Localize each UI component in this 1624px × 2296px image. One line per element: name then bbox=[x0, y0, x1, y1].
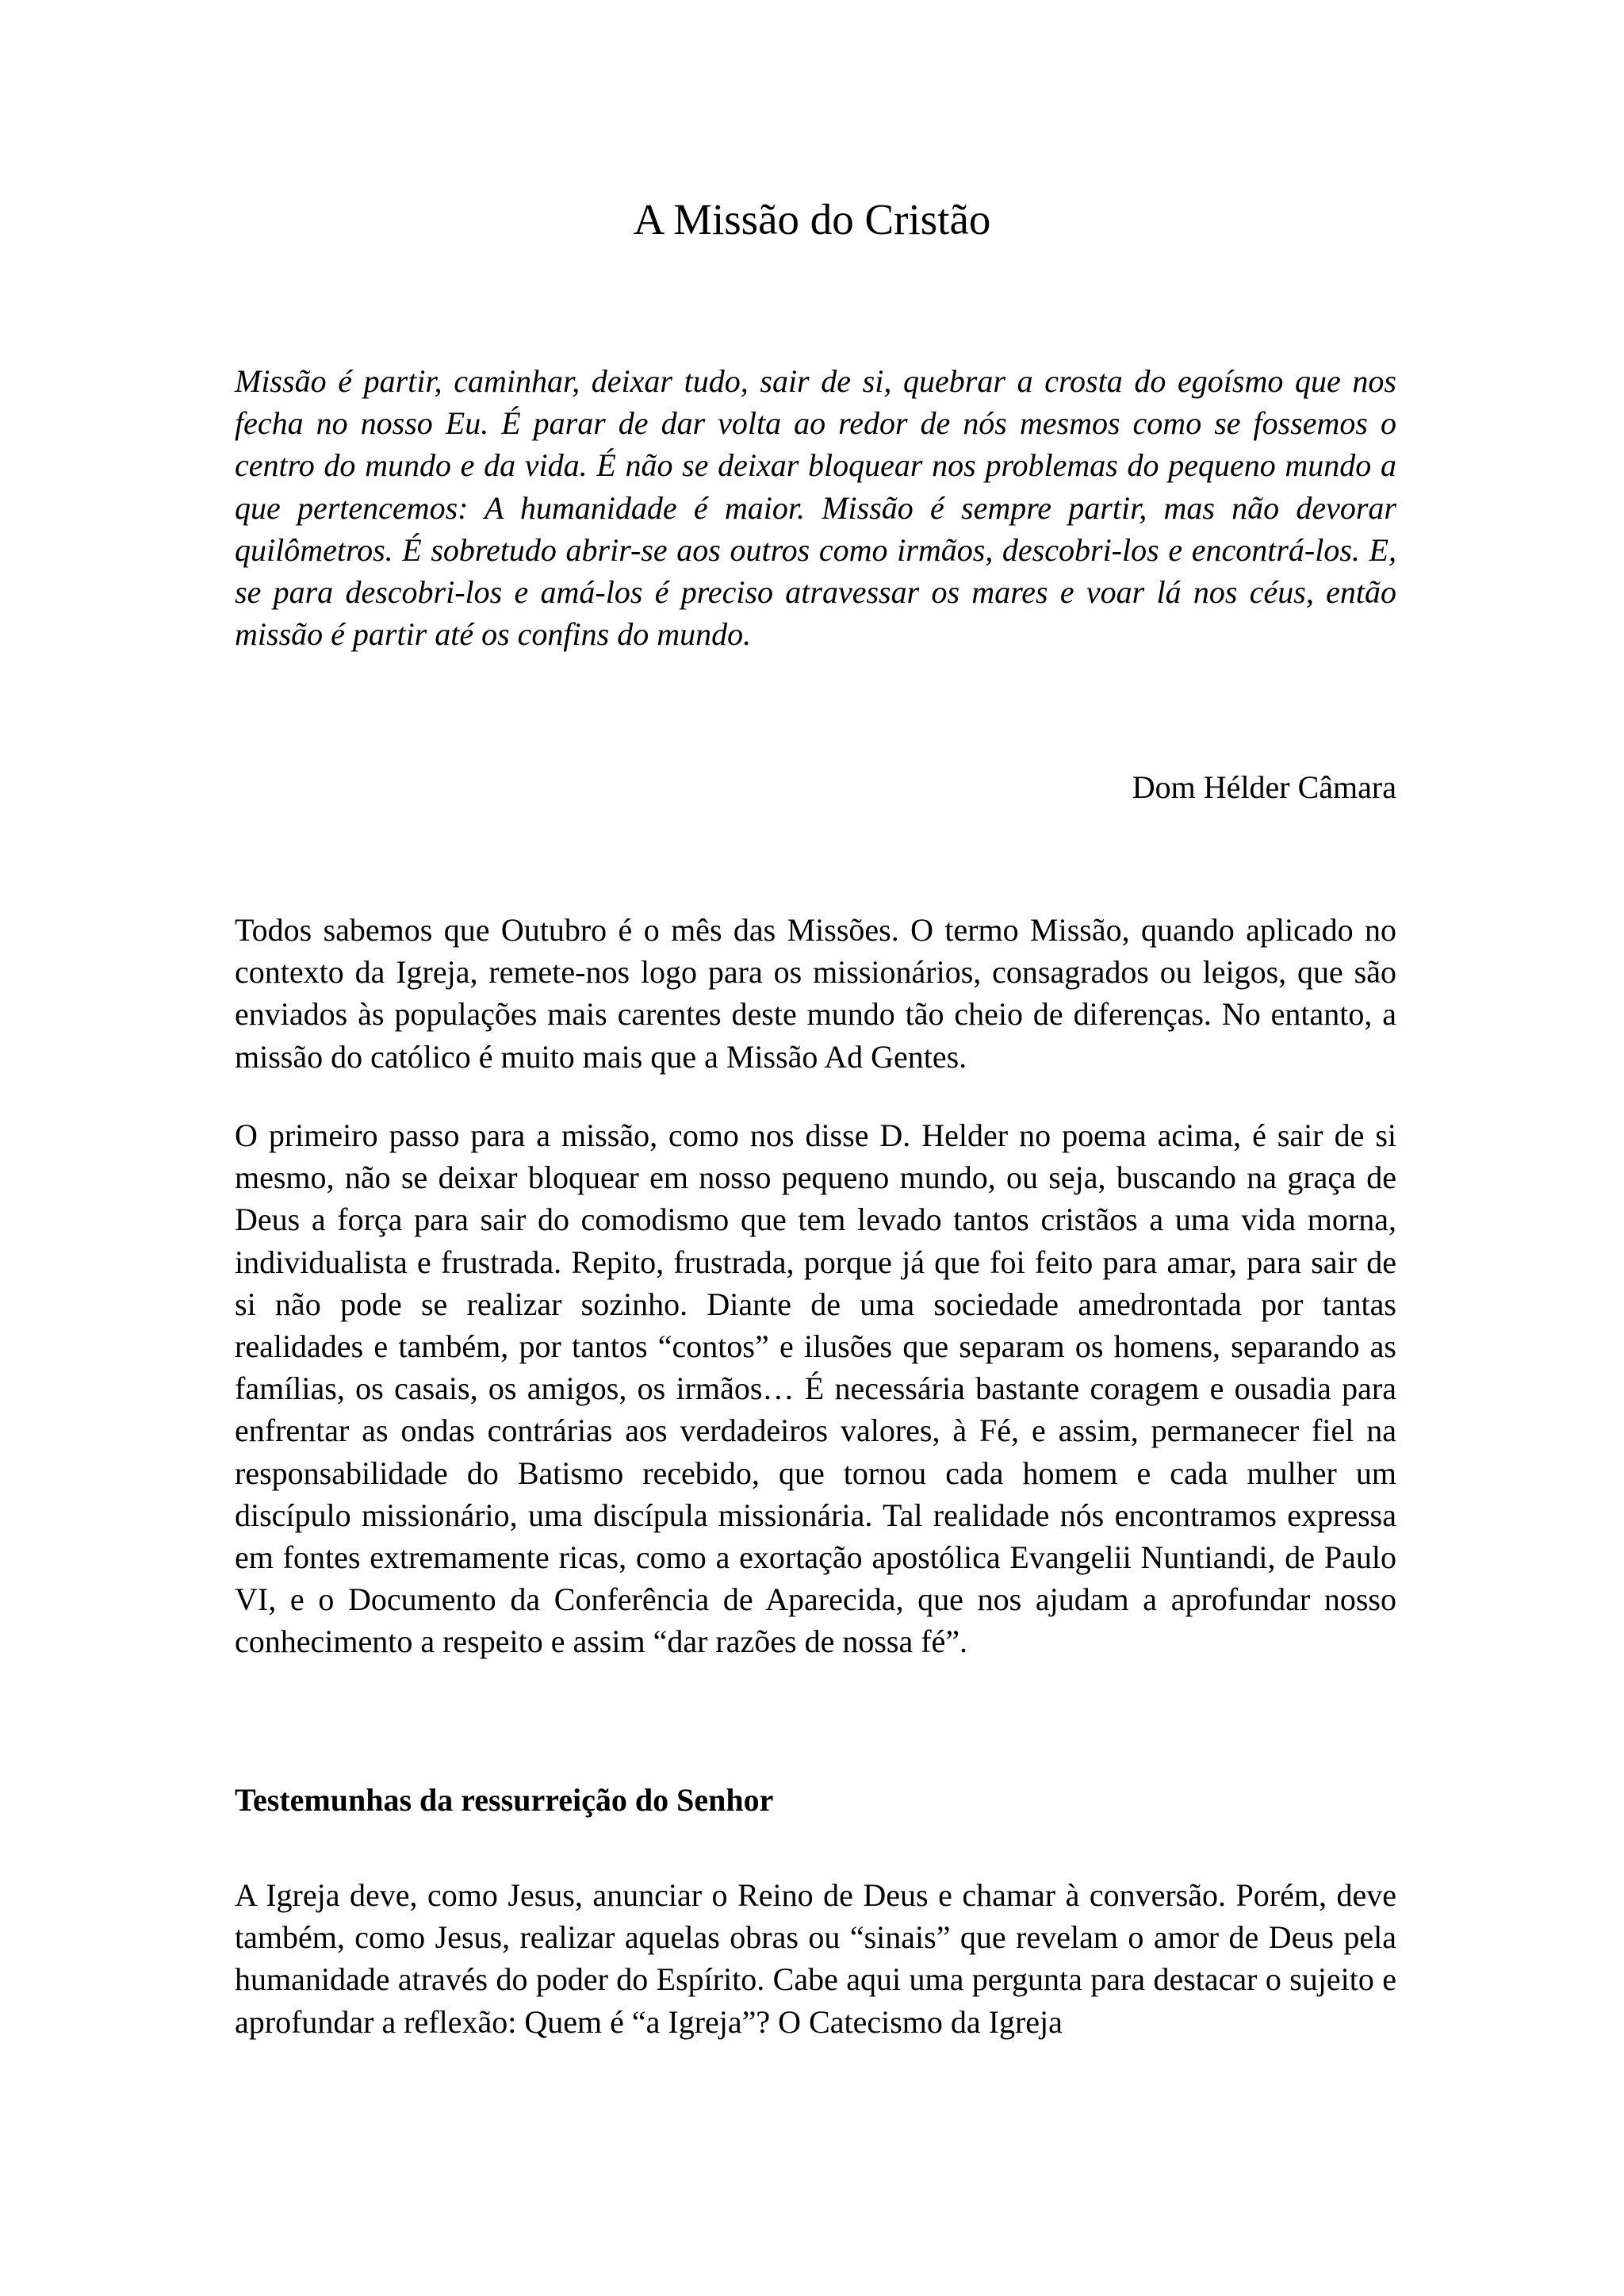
document-title: A Missão do Cristão bbox=[633, 195, 991, 243]
section-heading: Testemunhas da ressurreição do Senhor bbox=[235, 1782, 774, 1818]
body-paragraph: O primeiro passo para a missão, como nos disse D. Helder no poema acima, é sair de si mesmo, não se deixar bloquear em nosso pequeno mundo, ou seja, buscando na graça de Deus a força para sair do comodismo que tem levado tantos cristãos a uma vida morna, individualista e frustrada. Repito, frustrada, porque já que foi feito para amar, para sair de si não pode se realizar sozinho. Diante de uma sociedade amedrontada por tantas realidades e também, por tantos “contos” e ilusões que separam os homens, separando as famílias, os casais, os amigos, os irmãos… É necessária bastante coragem e ousadia para enfrentar as ondas contrárias aos verdadeiros valores, à Fé, e assim, permanecer fiel na responsabilidade do Batismo recebido, que tornou cada homem e cada mulher um discípulo missionário, uma discípula missionária. Tal realidade nós encontramos expressa em fontes extremamente ricas, como a exortação apostólica Evangelii Nuntiandi, de Paulo VI, e o Documento da Conferência de Aparecida, que nos ajudam a aprofundar nosso conhecimento a respeito e assim “dar razões de nossa fé”. bbox=[235, 1117, 1396, 1660]
body-paragraph: Todos sabemos que Outubro é o mês das Missões. O termo Missão, quando aplicado no contexto da Igreja, remete-nos logo para os missionários, consagrados ou leigos, que são enviados às populações mais carentes deste mundo tão cheio de diferenças. No entanto, a missão do católico é muito mais que a Missão Ad Gentes. bbox=[235, 912, 1396, 1075]
section-paragraph: A Igreja deve, como Jesus, anunciar o Reino de Deus e chamar à conversão. Porém, deve também, como Jesus, realizar aquelas obras ou “sinais” que revelam o amor de Deus pela humanidade através do poder do Espírito. Cabe aqui uma pergunta para destacar o sujeito e aprofundar a reflexão: Quem é “a Igreja”? O Catecismo da Igreja bbox=[235, 1877, 1396, 2040]
epigraph-quote: Missão é partir, caminhar, deixar tudo, sair de si, quebrar a crosta do egoísmo que nos fecha no nosso Eu. É parar de dar volta ao redor de nós mesmos como se fossemos o centro do mundo e da vida. É não se deixar bloquear nos problemas do pequeno mundo a que pertencemos: A humanidade é maior. Missão é sempre partir, mas não devorar quilômetros. É sobretudo abrir-se aos outros como irmãos, descobri-los e encontrá-los. E, se para descobri-los e amá-los é preciso atravessar os mares e voar lá nos céus, então missão é partir até os confins do mundo. bbox=[235, 363, 1396, 653]
epigraph-author: Dom Hélder Câmara bbox=[1132, 769, 1396, 805]
